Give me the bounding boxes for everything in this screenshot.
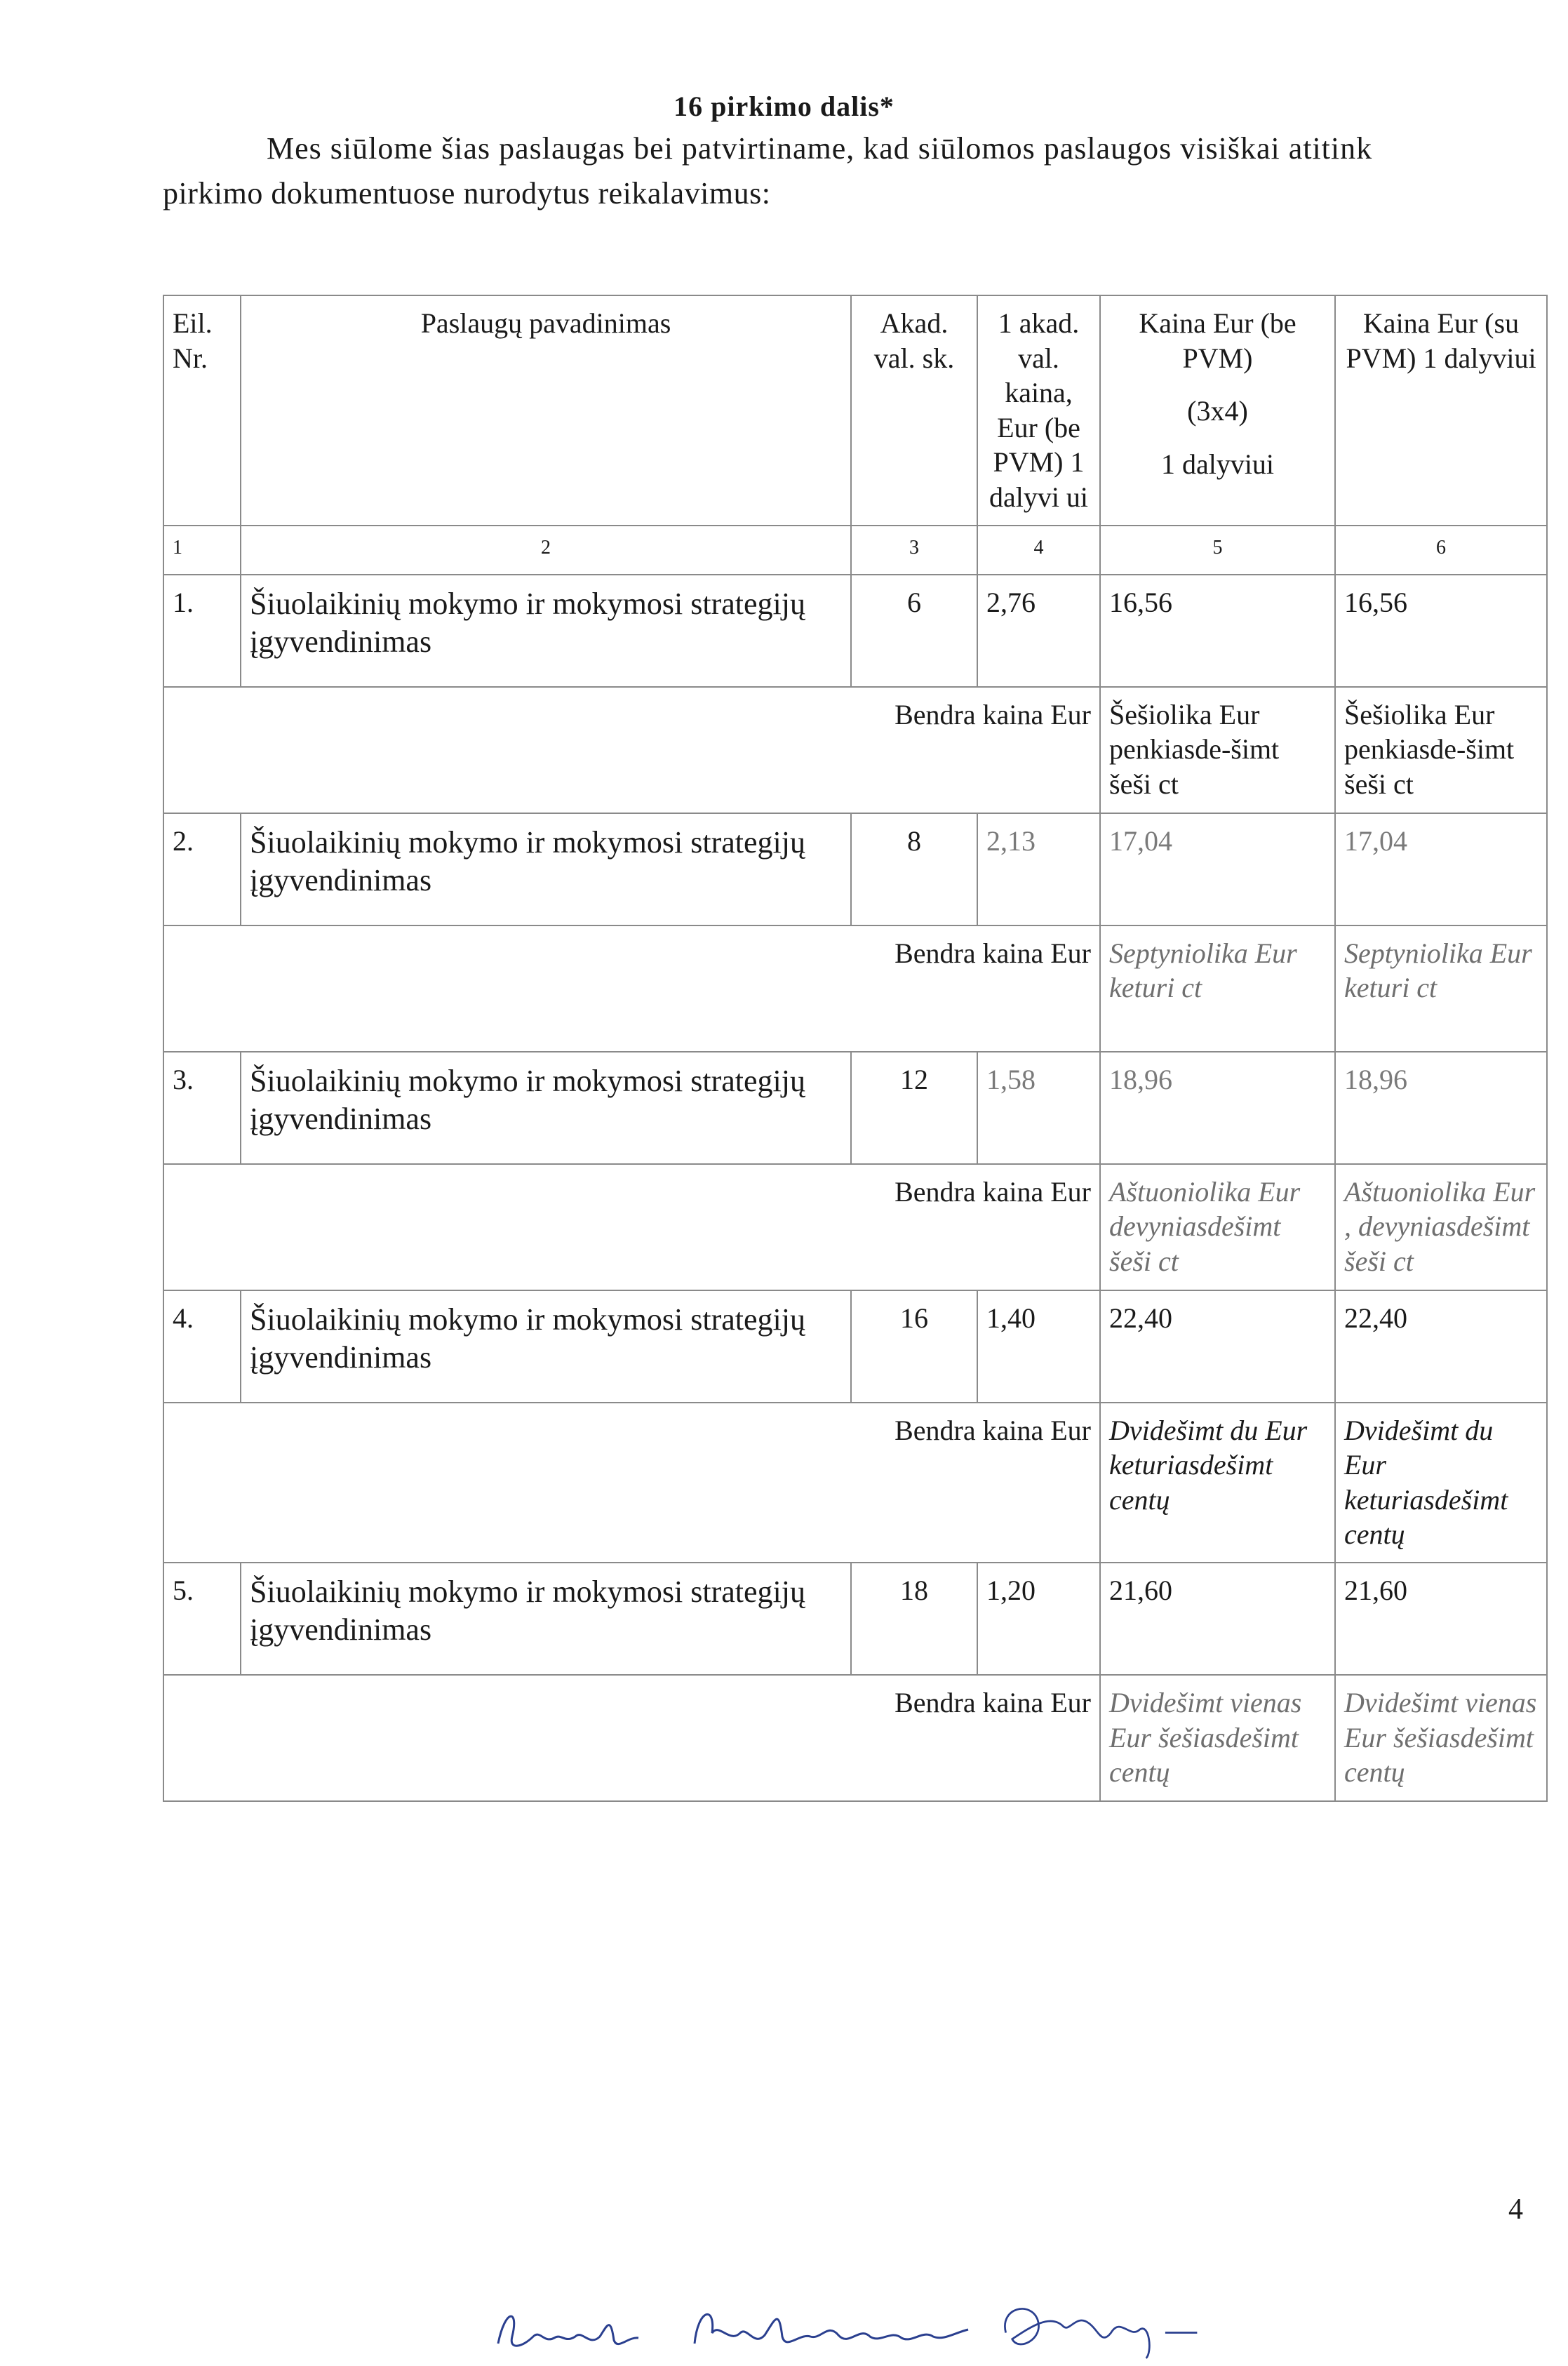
header-price-excl-a: Kaina Eur (be PVM) [1139,307,1296,374]
price-offer-table [163,295,1548,1802]
total-incl-words: Septyniolika Eur keturi ct [1335,925,1547,1052]
total-label: Bendra kaina Eur [163,1164,1100,1290]
table-row [163,813,1547,925]
row-price-excl: 17,04 [1100,813,1335,925]
row-hours: 18 [851,1563,977,1675]
column-number-row [163,526,1547,575]
intro-line-2: pirkimo dokumentuose nurodytus reikalavimus: [163,176,771,210]
row-unit-price: 1,40 [977,1290,1100,1403]
row-hours: 16 [851,1290,977,1403]
header-hours: Akad. val. sk. [851,295,977,526]
total-excl-words: Šešiolika Eur penkiasde-šimt šeši ct [1100,687,1335,813]
column-number: 3 [851,526,977,575]
total-excl-words: Dvidešimt du Eur keturiasdešimt centų [1100,1403,1335,1563]
row-price-excl: 22,40 [1100,1290,1335,1403]
row-unit-price: 2,13 [977,813,1100,925]
row-unit-price: 1,20 [977,1563,1100,1675]
row-nr: 2. [163,813,241,925]
total-excl-words: Septyniolika Eur keturi ct [1100,925,1335,1052]
total-row [163,687,1547,813]
column-number: 5 [1100,526,1335,575]
header-unit-price: 1 akad. val. kaina, Eur (be PVM) 1 dalyvi ui [977,295,1100,526]
row-nr: 5. [163,1563,241,1675]
table-row [163,1563,1547,1675]
total-label: Bendra kaina Eur [163,1403,1100,1563]
header-name: Paslaugų pavadinimas [241,295,851,526]
header-price-excl-b: (3x4) [1187,395,1248,427]
total-excl-words: Aštuoniolika Eur devyniasdešimt šeši ct [1100,1164,1335,1290]
row-service-name: Šiuolaikinių mokymo ir mokymosi strategijų įgyvendinimas [241,1290,851,1403]
total-incl-words: Šešiolika Eur penkiasde-šimt šeši ct [1335,687,1547,813]
row-unit-price: 1,58 [977,1052,1100,1164]
total-label: Bendra kaina Eur [163,687,1100,813]
table-row [163,1052,1547,1164]
row-service-name: Šiuolaikinių mokymo ir mokymosi strategijų įgyvendinimas [241,1563,851,1675]
row-price-excl: 21,60 [1100,1563,1335,1675]
header-nr: Eil. Nr. [163,295,241,526]
signature-last-name [688,2294,982,2365]
header-price-excl-c: 1 dalyviui [1160,448,1275,480]
column-number: 4 [977,526,1100,575]
column-number: 1 [163,526,241,575]
header-price-excl-vat [1100,295,1335,526]
table-row [163,575,1547,687]
row-price-excl: 16,56 [1100,575,1335,687]
header-price-incl-vat: Kaina Eur (su PVM) 1 dalyviui [1335,295,1547,526]
row-service-name: Šiuolaikinių mokymo ir mokymosi strategijų įgyvendinimas [241,813,851,925]
page-number: 4 [1508,2193,1523,2226]
total-label: Bendra kaina Eur [163,925,1100,1052]
row-price-incl: 17,04 [1335,813,1547,925]
signature-first-name [491,2294,652,2365]
total-row [163,1403,1547,1563]
total-incl-words: Aštuoniolika Eur , devyniasdešimt šeši ct [1335,1164,1547,1290]
row-service-name: Šiuolaikinių mokymo ir mokymosi strategijų įgyvendinimas [241,575,851,687]
total-incl-words: Dvidešimt du Eur keturiasdešimt centų [1335,1403,1547,1563]
row-hours: 8 [851,813,977,925]
total-row [163,1164,1547,1290]
column-number: 6 [1335,526,1547,575]
row-nr: 4. [163,1290,241,1403]
header-row [163,295,1547,526]
row-price-incl: 18,96 [1335,1052,1547,1164]
row-price-incl: 21,60 [1335,1563,1547,1675]
row-nr: 3. [163,1052,241,1164]
row-price-excl: 18,96 [1100,1052,1335,1164]
total-incl-words: Dvidešimt vienas Eur šešiasdešimt centų [1335,1675,1547,1801]
row-service-name: Šiuolaikinių mokymo ir mokymosi strategijų įgyvendinimas [241,1052,851,1164]
row-price-incl: 16,56 [1335,575,1547,687]
total-row [163,925,1547,1052]
signature-mark [982,2294,1221,2365]
row-price-incl: 22,40 [1335,1290,1547,1403]
row-hours: 6 [851,575,977,687]
table-row [163,1290,1547,1403]
row-hours: 12 [851,1052,977,1164]
page-heading: 16 pirkimo dalis* [674,91,894,122]
total-row [163,1675,1547,1801]
total-excl-words: Dvidešimt vienas Eur šešiasdešimt centų [1100,1675,1335,1801]
intro-line-1: Mes siūlome šias paslaugas bei patvirtiname, kad siūlomos paslaugos visiškai atitink [267,131,1373,166]
column-number: 2 [241,526,851,575]
row-nr: 1. [163,575,241,687]
row-unit-price: 2,76 [977,575,1100,687]
total-label: Bendra kaina Eur [163,1675,1100,1801]
